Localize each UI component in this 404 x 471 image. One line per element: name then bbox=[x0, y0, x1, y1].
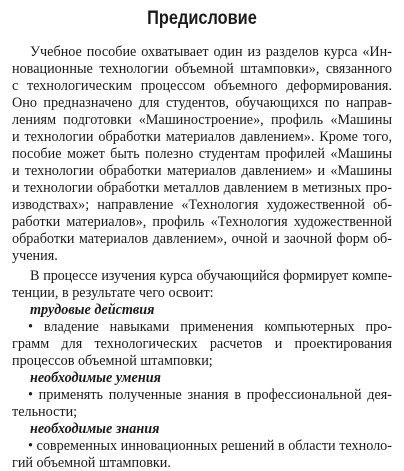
bullet-line: • современных инновационных решений в области техноло- bbox=[28, 438, 392, 454]
paragraph-line: учения. bbox=[12, 248, 58, 264]
paragraph-line: с технологическим процессом объемного деформирования. bbox=[12, 78, 392, 94]
bullet-line: тельности; bbox=[12, 404, 78, 420]
paragraph-line: лениям подготовки «Машиностроение», профиль «Машины bbox=[12, 112, 392, 128]
section-heading: необходимые знания bbox=[30, 421, 160, 437]
paragraph-line: новационные технологии объемной штамповки», связанного bbox=[12, 61, 392, 77]
paragraph-line: обработки материалов давлением», очной и заочной форм об- bbox=[12, 231, 392, 247]
bullet-line: гий объемной штамповки. bbox=[12, 455, 171, 471]
bullet-line: процессов объемной штамповки; bbox=[12, 353, 213, 369]
paragraph-line: Учебное пособие охватывает один из разделов курса «Ин- bbox=[30, 44, 392, 60]
paragraph-line: работки материалов», профиль «Технология художественной bbox=[12, 214, 392, 230]
paragraph-line: и технологии обработки металлов давлением в метизных про- bbox=[12, 180, 392, 196]
paragraph-line: тенции, в результате чего освоит: bbox=[12, 285, 214, 301]
bullet-line: • применять полученные знания в профессиональной дея- bbox=[28, 387, 392, 403]
paragraph-line: В процессе изучения курса обучающийся формирует компе- bbox=[30, 268, 392, 284]
paragraph-line: и технологии обработки материалов давлением» и «Машины bbox=[12, 163, 392, 179]
bullet-line: грамм для технологических расчетов и проектирования bbox=[12, 336, 392, 352]
section-heading: трудовые действия bbox=[30, 302, 155, 318]
page-title: Предисловие bbox=[147, 8, 257, 29]
paragraph-line: изводствах»; направление «Технология художественной об- bbox=[12, 197, 392, 213]
paragraph-line: Оно предназначено для студентов, обучающихся по направ- bbox=[12, 95, 392, 111]
paragraph-line: и технологии обработки материалов давлением». Кроме того, bbox=[12, 129, 392, 145]
bullet-line: • владение навыками применения компьютерных про- bbox=[28, 319, 392, 335]
paragraph-line: пособие может быть полезно студентам профилей «Машины bbox=[12, 146, 392, 162]
section-heading: необходимые умения bbox=[30, 370, 161, 386]
